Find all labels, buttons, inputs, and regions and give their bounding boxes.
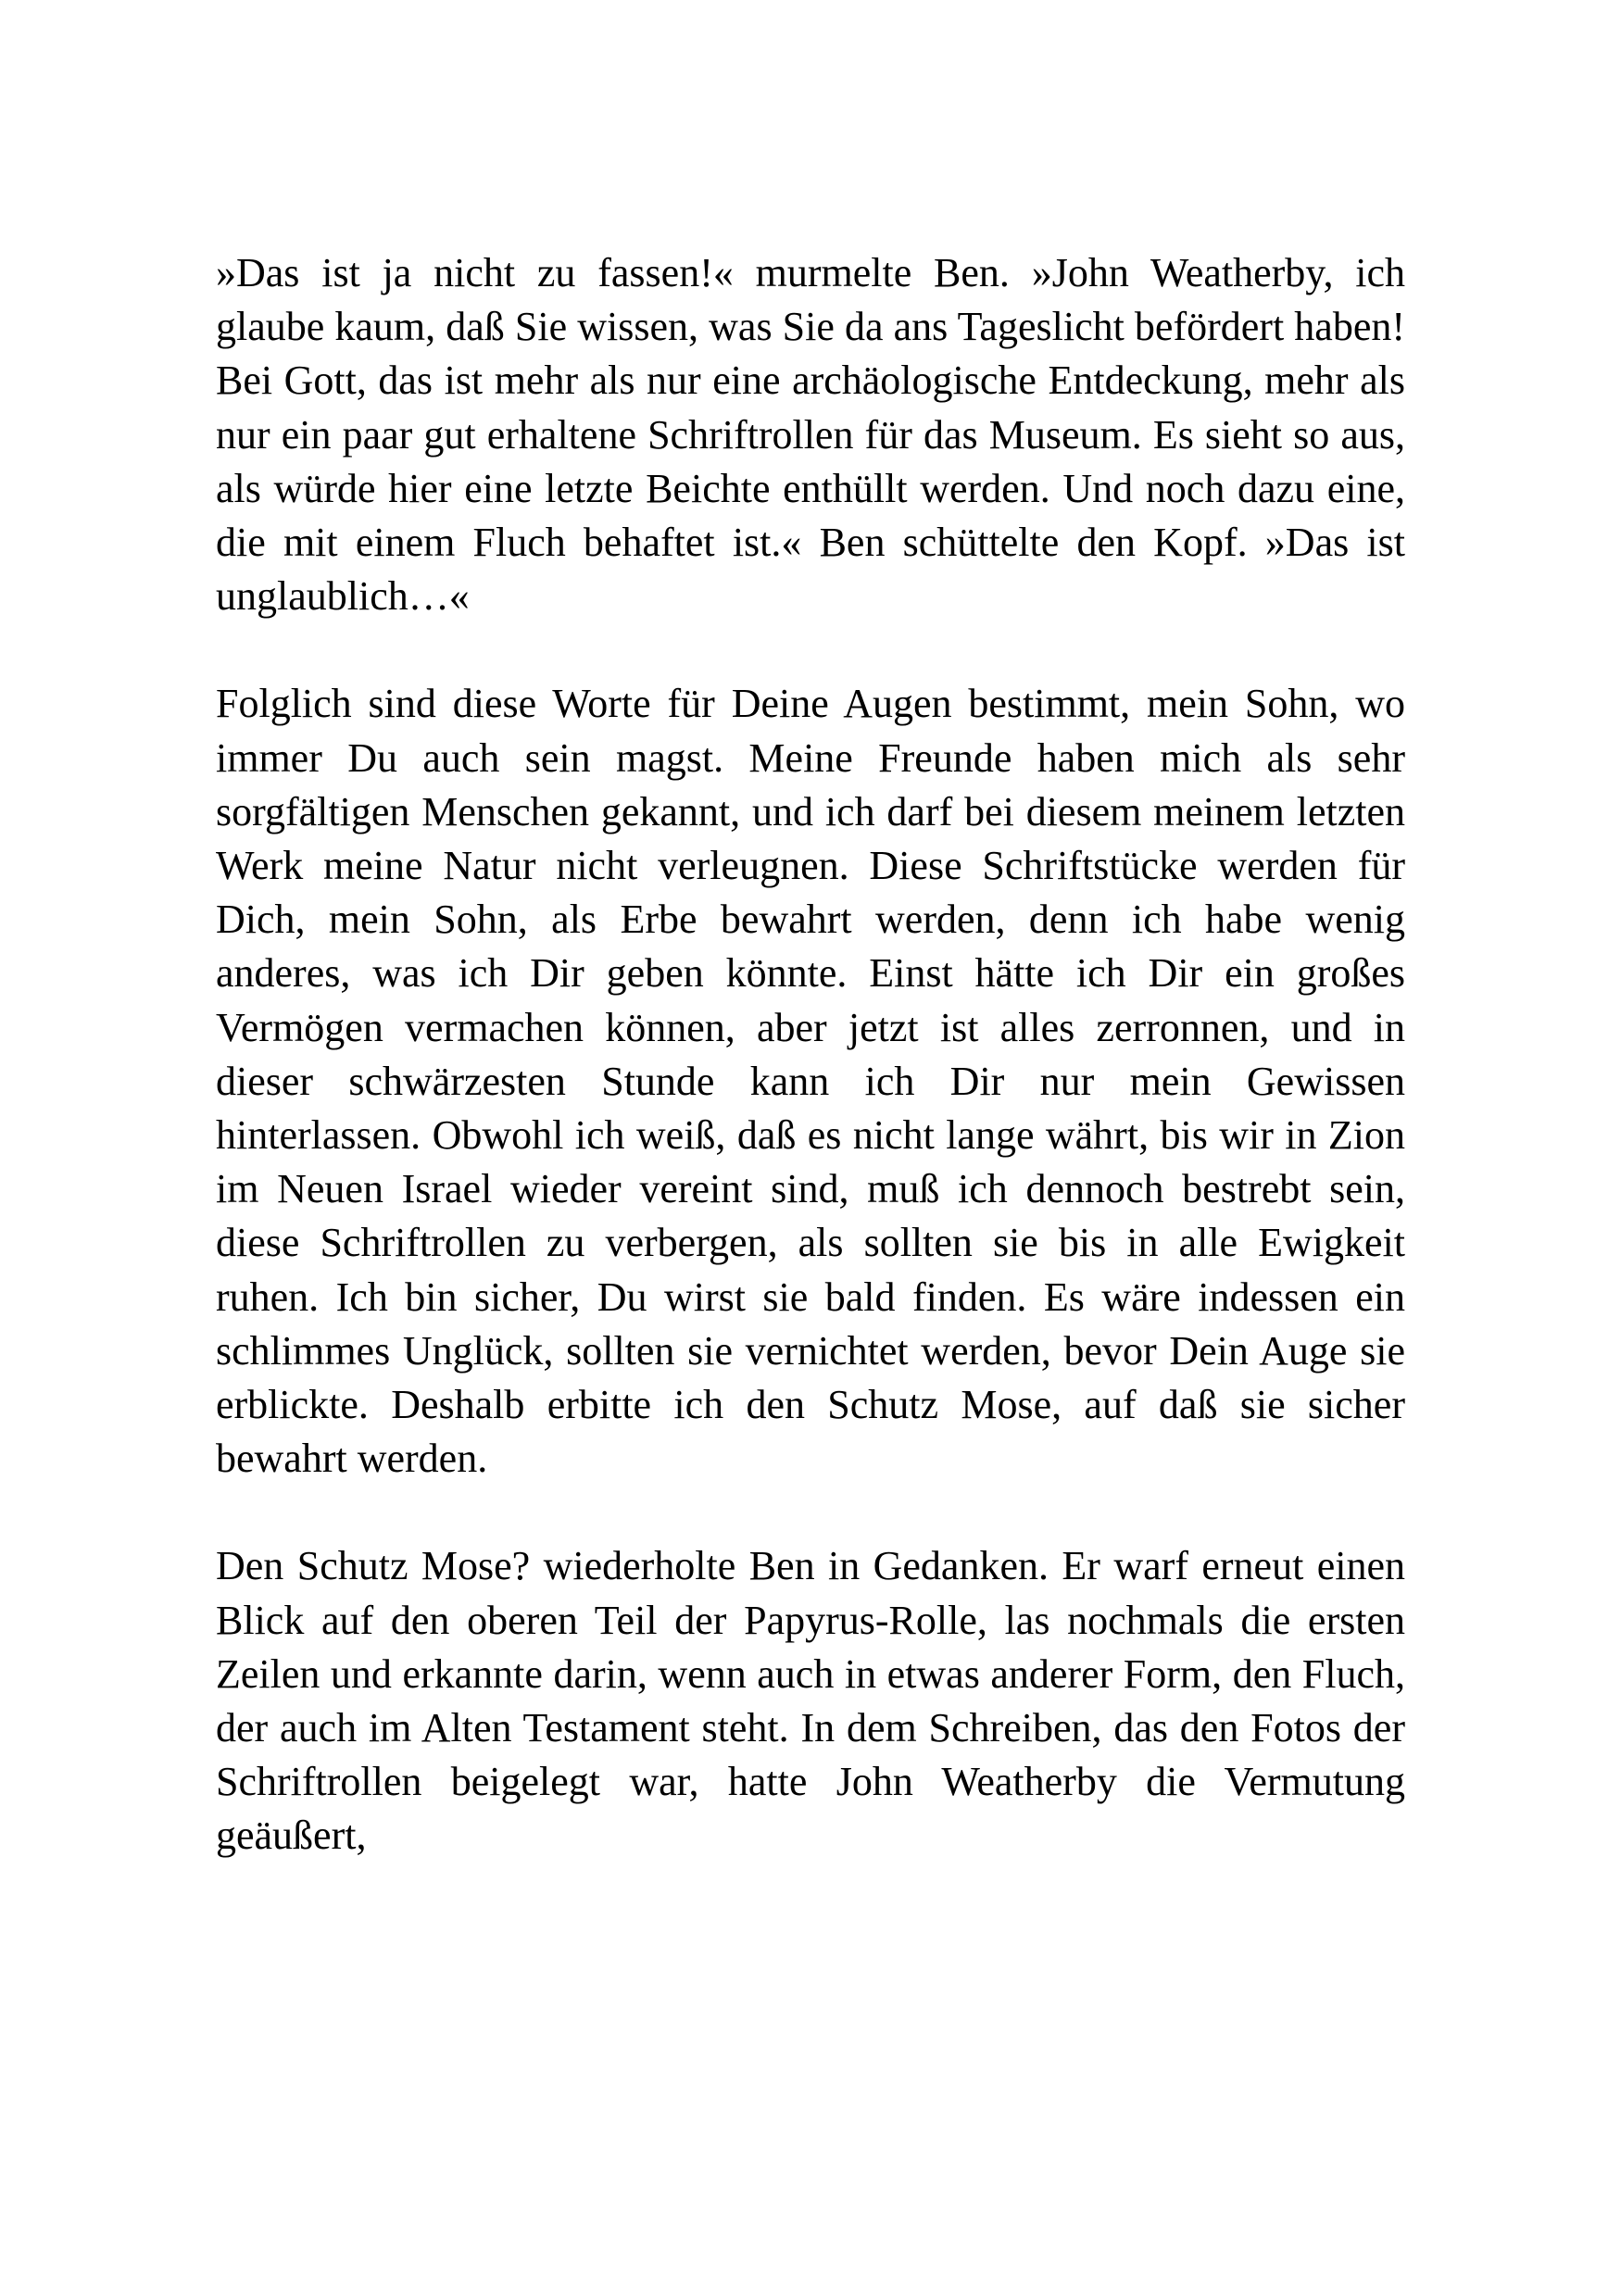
paragraph-ben-reaction: »Das ist ja nicht zu fassen!« murmelte Ben. »John Weatherby, ich glaube kaum, daß Sie wissen, was Sie da ans Tageslicht befördert haben! Bei Gott, das ist mehr als nur eine archäologische Entdeckung, mehr als nur ein paar gut erhaltene Schriftrollen für das Museum. Es sieht so aus, als würde hier eine letzte Beichte enthüllt werden. Und noch dazu eine, die mit einem Fluch behaftet ist.« Ben schüttelte den Kopf. »Das ist unglaublich…« xyxy=(216,250,1405,620)
paragraph-schutz-mose: Den Schutz Mose? wiederholte Ben in Gedanken. Er warf erneut einen Blick auf den oberen Teil der Papyrus-Rolle, las nochmals die ersten Zeilen und erkannte darin, wenn auch in etwas anderer Form, den Fluch, der auch im Alten Testament steht. In dem Schreiben, das den Fotos der Schriftrollen beigelegt war, hatte John Weatherby die Vermutung geäußert, xyxy=(216,1543,1405,1859)
paragraph-scroll-letter: Folglich sind diese Worte für Deine Augen bestimmt, mein Sohn, wo immer Du auch sein magst. Meine Freunde haben mich als sehr sorgfältigen Menschen gekannt, und ich darf bei diesem meinem letzten Werk meine Natur nicht verleugnen. Diese Schriftstücke werden für Dich, mein Sohn, als Erbe bewahrt werden, denn ich habe wenig anderes, was ich Dir geben könnte. Einst hätte ich Dir ein großes Vermögen vermachen können, aber jetzt ist alles zerronnen, und in dieser schwärzesten Stunde kann ich Dir nur mein Gewissen hinterlassen. Obwohl ich weiß, daß es nicht lange währt, bis wir in Zion im Neuen Israel wieder vereint sind, muß ich dennoch bestrebt sein, diese Schriftrollen zu verbergen, als sollten sie bis in alle Ewigkeit ruhen. Ich bin sicher, Du wirst sie bald finden. Es wäre indessen ein schlimmes Unglück, sollten sie vernichtet werden, bevor Dein Auge sie erblickte. Deshalb erbitte ich den Schutz Mose, auf daß sie sicher bewahrt werden. xyxy=(216,681,1405,1482)
book-page xyxy=(216,246,1405,1863)
